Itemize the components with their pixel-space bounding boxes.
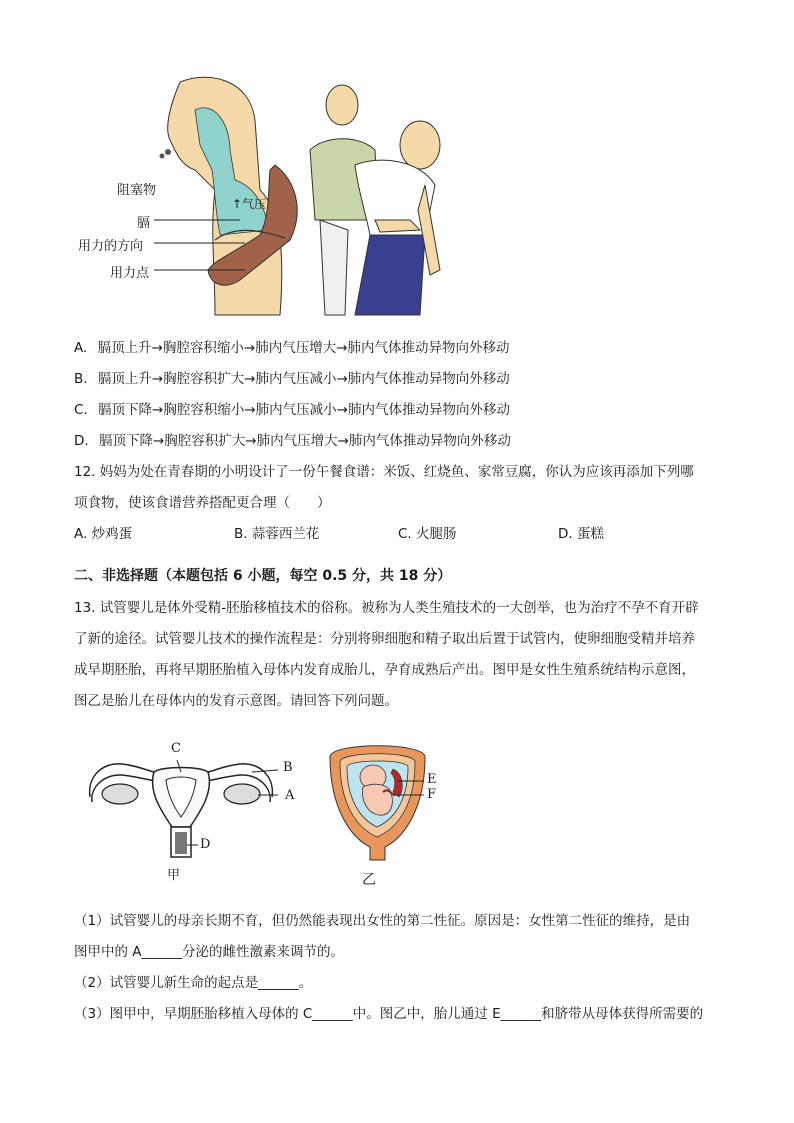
- label-obstruction: 阻塞物: [117, 183, 157, 198]
- label-diaphragm: 膈: [137, 216, 151, 231]
- yi-label-f: F: [427, 787, 437, 802]
- option-letter: D.: [74, 433, 89, 449]
- jia-caption: 甲: [167, 868, 181, 883]
- heimlich-leader-lines: [150, 210, 350, 320]
- q11-option-b: [74, 369, 510, 389]
- q13-line4: 图乙是胎儿在母体内的发育示意图。请回答下列问题。: [74, 693, 398, 709]
- q13-sub3: （3）图甲中，早期胚胎移植入母体的 C______中。图乙中，胎儿通过 E______和脐带从母体获得所需要的: [74, 1006, 704, 1022]
- jia-label-d: D: [200, 837, 211, 852]
- option-text: 膈顶下降→胸腔容积扩大→肺内气压增大→肺内气体推动异物向外移动: [98, 433, 511, 449]
- section2-heading: 二、非选择题（本题包括 6 小题，每空 0.5 分，共 18 分）: [74, 568, 452, 584]
- female-reproductive-diagram: [82, 742, 282, 862]
- q12-option-c: C. 火腿肠: [398, 526, 457, 542]
- option-letter: B.: [74, 371, 88, 387]
- q12-line2: 项食物，使该食谱营养搭配更合理（ ）: [74, 495, 331, 511]
- option-text: 膈顶下降→胸腔容积缩小→肺内气压减小→肺内气体推动异物向外移动: [98, 402, 510, 418]
- yi-caption: 乙: [362, 872, 376, 888]
- q13-line2: 了新的途径。试管婴儿技术的操作流程是：分别将卵细胞和精子取出后置于试管内，使卵细胞受精并培养: [74, 631, 695, 647]
- label-force-point: 用力点: [110, 266, 150, 281]
- fetus-uterus-diagram: [325, 737, 435, 862]
- q11-option-a: [74, 338, 510, 358]
- q11-option-c: [74, 400, 510, 420]
- option-letter: C.: [74, 402, 88, 418]
- option-text: 膈顶上升→胸腔容积缩小→肺内气压增大→肺内气体推动异物向外移动: [97, 340, 510, 356]
- q12-option-a: A. 炒鸡蛋: [74, 526, 133, 542]
- q13-sub1-line1: （1）试管婴儿的母亲长期不育，但仍然能表现出女性的第二性征。原因是：女性第二性征的维持，是由: [74, 913, 691, 929]
- jia-label-a: A: [285, 788, 295, 803]
- q12-option-b: B. 蒜蓉西兰花: [234, 526, 320, 542]
- option-letter: A.: [74, 340, 88, 356]
- q13-sub2: （2）试管婴儿新生命的起点是______。: [74, 975, 313, 991]
- jia-label-c: C: [171, 741, 181, 756]
- q12-option-d: D. 蛋糕: [558, 526, 604, 542]
- label-air-pressure: ↑气压: [232, 197, 267, 211]
- option-text: 膈顶上升→胸腔容积扩大→肺内气压减小→肺内气体推动异物向外移动: [97, 371, 510, 387]
- q13-line3: 成早期胚胎，再将早期胚胎植入母体内发育成胎儿，孕育成熟后产出。图甲是女性生殖系统结构示意图，: [74, 662, 695, 678]
- yi-label-e: E: [427, 772, 437, 787]
- q12-line1: 12. 妈妈为处在青春期的小明设计了一份午餐食谱：米饭、红烧鱼、家常豆腐，你认为应该再添加下列哪: [74, 464, 694, 480]
- label-force-direction: 用力的方向: [78, 239, 144, 254]
- jia-label-b: B: [283, 760, 293, 775]
- q13-sub1-line2: 图甲中的 A______分泌的雌性激素来调节的。: [74, 944, 345, 960]
- q13-line1: 13. 试管婴儿是体外受精-胚胎移植技术的俗称。被称为人类生殖技术的一大创举，也为治疗不孕不育开辟: [74, 600, 699, 616]
- q11-option-d: [74, 431, 511, 451]
